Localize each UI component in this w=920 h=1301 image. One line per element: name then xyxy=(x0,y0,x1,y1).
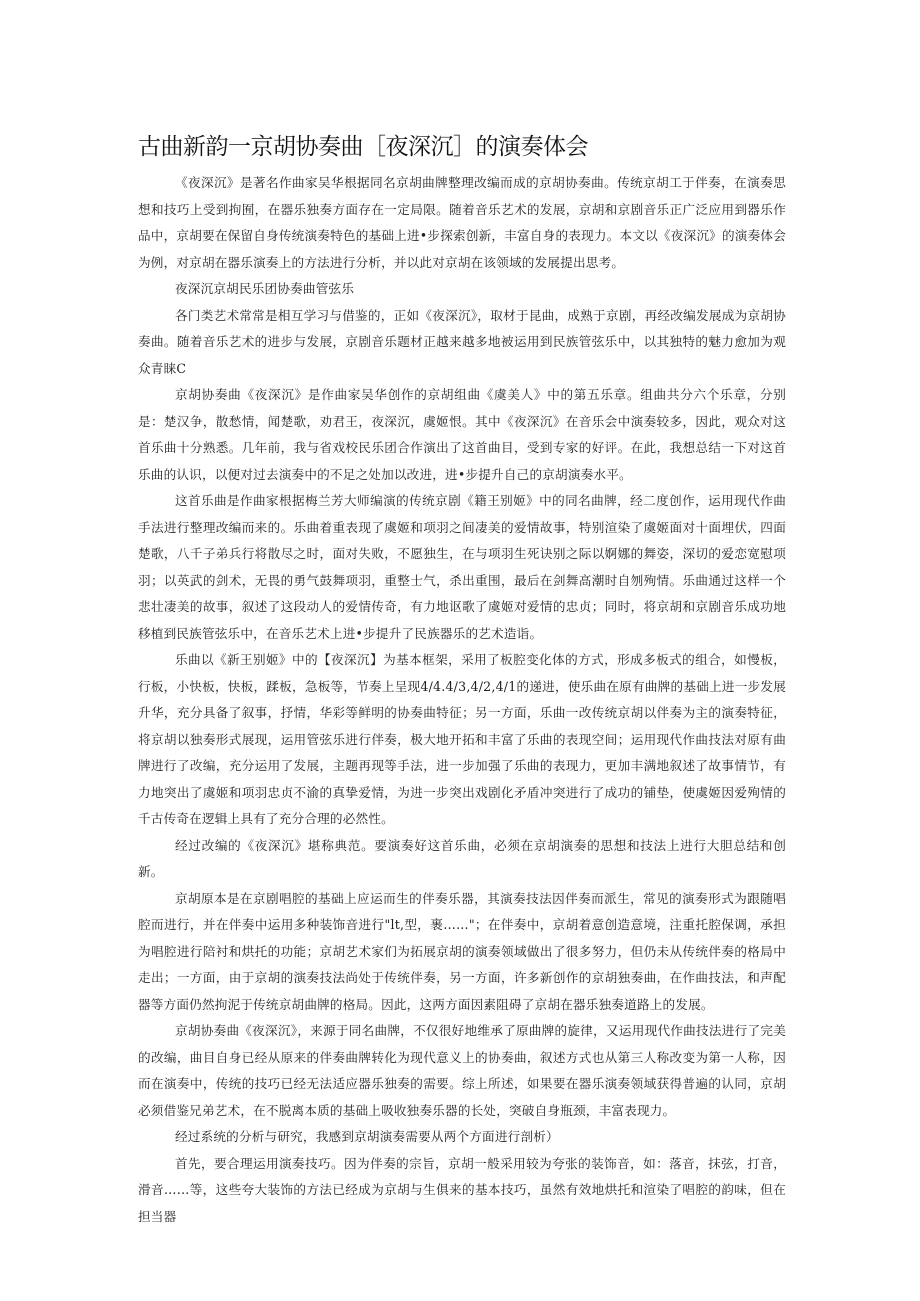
paragraph: 乐曲以《新王别姬》中的【夜深沉】为基本框架，采用了板腔变化体的方式，形成多板式的组合，如慢板，行板，小快板，快板，蹂板，急板等，节奏上呈现4/4.4/3,4/2,4/1的递进，使乐曲在原有曲牌的基础上进一步发展升华，充分具备了叙事，抒情，华彩等鲜明的协奏曲特征；另一方面，乐曲一改传统京胡以伴奏为主的演奏特征，将京胡以独奏形式展现，运用管弦乐进行伴奏，极大地开拓和丰富了乐曲的表现空间；运用现代作曲技法对原有曲牌进行了改编，充分运用了发展，主题再现等手法，进一步加强了乐曲的表现力，更加丰满地叙述了故事情节，有力地突出了虞姬和项羽忠贞不渝的真挚爱情，为进一步突出戏剧化矛盾冲突进行了成功的铺垫，使虞姬因爱殉情的千古传奇在逻辑上具有了充分合理的必然性。 xyxy=(138,652,786,826)
paragraph: 京胡协奏曲《夜深沉》，来源于同名曲牌，不仅很好地维承了原曲牌的旋律，又运用现代作曲技法进行了完美的改编，曲目自身已经从原来的伴奏曲牌转化为现代意义上的协奏曲，叙述方式也从第三人称改变为第一人称，因而在演奏中，传统的技巧已经无法适应器乐独奏的需要。综上所述，如果要在器乐演奏领域获得普遍的认同，京胡必须借鉴兄弟艺术，在不脱离本质的基础上吸收独奏乐器的长处，突破自身瓶颈，丰富表现力。 xyxy=(138,1023,786,1118)
paragraph: 京胡协奏曲《夜深沉》是作曲家吴华创作的京胡组曲《虞美人》中的第五乐章。组曲共分六个乐章，分别是：楚汉争，散愁情，闻楚歌，劝君王，夜深沉，虞姬恨。其中《夜深沉》在音乐会中演奏较多，因此，观众对这首乐曲十分熟悉。几年前，我与省戏校民乐团合作演出了这首曲目，受到专家的好评。在此，我想总结一下对这首乐曲的认识，以便对过去演奏中的不足之处加以改进，进•步提升自己的京胡演奏水平。 xyxy=(138,387,786,482)
paragraph: 这首乐曲是作曲家根据梅兰芳大师编演的传统京剧《籍王别姬》中的同名曲牌，经二度创作，运用现代作曲手法进行整理改编而来的。乐曲着重表现了虞姬和项羽之间凄美的爱情故事，特别渲染了虞姬面对十面埋伏，四面楚歌，八千子弟兵行将散尽之时，面对失败，不愿独生，在与项羽生死诀别之际以婀娜的舞姿，深切的爱恋宽慰项羽；以英武的剑术，无畏的勇气鼓舞项羽，重整士气，杀出重围，最后在剑舞高潮时自刎殉情。乐曲通过这样一个悲壮凄美的故事，叙述了这段动人的爱情传奇，有力地讴歌了虞姬对爱情的忠贞；同时，将京胡和京剧音乐成功地移植到民族管弦乐中，在音乐艺术上进•步提升了民族器乐的艺术造诣。 xyxy=(138,493,786,641)
paragraph: 经过系统的分析与研究，我感到京胡演奏需要从两个方面进行剖析） xyxy=(175,1129,559,1144)
paragraph: 经过改编的《夜深沉》堪称典范。要演奏好这首乐曲，必须在京胡演奏的思想和技法上进行大胆总结和创新。 xyxy=(138,837,786,879)
paragraph: 京胡原本是在京剧唱腔的基础上应运而生的伴奏乐器，其演奏技法因伴奏而派生，常见的演奏形式为跟随唱腔而进行，并在伴奏中运用多种装饰音进行"lt,型，裹……"；在伴奏中，京胡着意创造意境，注重托腔保调，承担为唱腔进行陪衬和烘托的功能；京胡艺术家们为拓展京胡的演奏领域做出了很多努力，但仍未从传统伴奏的格局中走出；一方面，由于京胡的演奏技法尚处于传统伴奏，另一方面，许多新创作的京胡独奏曲，在作曲技法，和声配器等方面仍然拘泥于传统京胡曲牌的格局。因此，这两方面因素阻碍了京胡在器乐独奏道路上的发展。 xyxy=(138,890,786,1012)
paragraph: 各门类艺术常常是相互学习与借鉴的，正如《夜深沉》，取材于昆曲，成熟于京剧，再经改编发展成为京胡协奏曲。随着音乐艺术的进步与发展，京剧音乐题材正越来越多地被运用到民族管弦乐中，以其独特的魅力愈加为观众青睐C xyxy=(138,307,786,376)
page-title: 古曲新韵一京胡协奏曲［夜深沉］的演奏体会 xyxy=(138,134,588,160)
article-body xyxy=(138,170,786,1230)
paragraph-intro: 《夜深沉》是著名作曲家吴华根据同名京胡曲牌整理改编而成的京胡协奏曲。传统京胡工于伴奏，在演奏思想和技巧上受到拘囿，在器乐独奏方面存在一定局限。随着音乐艺术的发展，京胡和京剧音乐正广泛应用到器乐作品中，京胡要在保留自身传统演奏特色的基础上进•步探索创新，丰富自身的表现力。本文以《夜深沉》的演奏体会为例，对京胡在器乐演奏上的方法进行分析，并以此对京胡在该领域的发展提出思考。 xyxy=(138,175,786,270)
paragraph-keywords: 夜深沉京胡民乐团协奏曲管弦乐 xyxy=(175,281,355,296)
paragraph: 首先，要合理运用演奏技巧。因为伴奏的宗旨，京胡一般采用较为夸张的装饰音，如：落音，抹弦，打音，滑音……等，这些夸大装饰的方法已经成为京胡与生俱来的基本技巧，虽然有效地烘托和渲染了唱腔的韵味，但在担当器 xyxy=(138,1155,786,1224)
